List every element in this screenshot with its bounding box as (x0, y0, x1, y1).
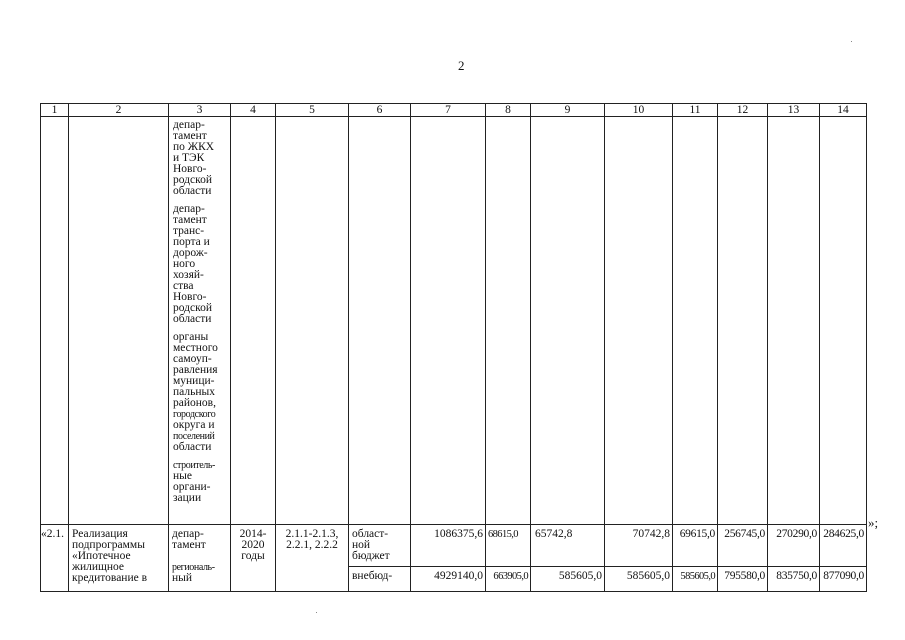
col-header: 5 (276, 104, 349, 117)
org-line: муници- (173, 375, 215, 387)
org-line: тамент (173, 130, 207, 142)
org-line: ного (173, 258, 196, 270)
program-table (40, 103, 867, 592)
closing-quote-mark: »; (868, 515, 879, 530)
org-line: городского (173, 409, 216, 420)
value-cell: 835750,0 (768, 567, 820, 592)
period-cell (231, 525, 276, 592)
org-line: округа и (173, 419, 215, 431)
org-line: ства (173, 280, 194, 292)
col-header: 9 (531, 104, 605, 117)
table-cell (718, 117, 768, 525)
org-line: самоуп- (173, 353, 212, 365)
org-line: равления (173, 364, 218, 376)
org-line: хозяй- (173, 269, 204, 281)
table-cell (531, 117, 605, 525)
org-line: пальных (173, 386, 215, 398)
value-cell: 585605,0 (531, 567, 605, 592)
tasks-line: 2.2.1, 2.2.2 (286, 539, 338, 551)
org-block (172, 117, 227, 201)
org-block (172, 457, 227, 508)
org-line: по ЖКХ (173, 141, 215, 153)
org-line: Новго- (173, 163, 207, 175)
value-cell: 4929140,0 (411, 567, 486, 592)
value-cell: 585605,0 (673, 567, 718, 592)
col-header: 7 (411, 104, 486, 117)
value-cell: 1086375,6 (411, 525, 486, 567)
org-line: родской (173, 302, 213, 314)
continuation-row (41, 117, 867, 525)
table-cell (276, 117, 349, 525)
value-cell: 585605,0 (605, 567, 673, 592)
value-cell: 877090,0 (820, 567, 867, 592)
page-number: 2 (458, 58, 465, 73)
table-row (41, 525, 867, 567)
org-line: депар- (173, 203, 205, 215)
table-cell (768, 117, 820, 525)
table-cell (41, 117, 69, 525)
funding-source-line: област- (352, 528, 389, 540)
table-cell (820, 117, 867, 525)
col-header: 10 (605, 104, 673, 117)
col-header: 14 (820, 104, 867, 117)
scan-speck (316, 612, 317, 613)
period-line: годы (241, 550, 265, 562)
value-cell: 270290,0 (768, 525, 820, 567)
funding-source-line: ной (352, 539, 371, 551)
funding-source-line: бюджет (352, 550, 390, 562)
org-line: области (173, 185, 212, 197)
funding-source-cell: внебюд- (349, 567, 411, 592)
col-header: 6 (349, 104, 411, 117)
value-cell: 795580,0 (718, 567, 768, 592)
org-line: местного (173, 342, 218, 354)
col-header: 8 (486, 104, 531, 117)
table-cell (605, 117, 673, 525)
org-line: области (173, 313, 212, 325)
executor-cell (169, 525, 231, 592)
table-cell (349, 117, 411, 525)
col-header: 12 (718, 104, 768, 117)
item-name-line: Реализация (72, 528, 128, 540)
col-header: 2 (69, 104, 169, 117)
col-header: 3 (169, 104, 231, 117)
period-line: 2014- (239, 528, 267, 540)
table-cell (69, 117, 169, 525)
table-cell (411, 117, 486, 525)
item-name-line: подпрограммы (72, 539, 145, 551)
col-header: 13 (768, 104, 820, 117)
org-line: родской (173, 174, 213, 186)
table-cell (486, 117, 531, 525)
item-name-line: «Ипотечное (72, 550, 131, 562)
org-line: дорож- (173, 247, 208, 259)
org-line: строитель- (173, 460, 215, 471)
value-cell: 256745,0 (718, 525, 768, 567)
item-name-line: жилищное (72, 561, 124, 573)
org-block (172, 329, 227, 457)
responsible-orgs-cell (169, 117, 231, 525)
org-line: ные (173, 470, 192, 482)
org-line: зации (173, 492, 202, 504)
value-cell: 70742,8 (605, 525, 673, 567)
org-line: Новго- (173, 291, 207, 303)
funding-source-cell (349, 525, 411, 567)
item-name-line: кредитование в (72, 572, 148, 584)
value-cell: 284625,0 (820, 525, 867, 567)
table-cell (231, 117, 276, 525)
executor-line: ный (172, 572, 193, 584)
tasks-cell (276, 525, 349, 592)
item-name-cell (69, 525, 169, 592)
org-line: органы (173, 331, 209, 343)
value-cell: 69615,0 (673, 525, 718, 567)
executor-line: тамент (172, 539, 206, 551)
col-header: 4 (231, 104, 276, 117)
org-block (172, 201, 227, 329)
col-header: 1 (41, 104, 69, 117)
org-line: транс- (173, 225, 205, 237)
org-line: депар- (173, 119, 205, 131)
org-line: области (173, 441, 212, 453)
period-line: 2020 (241, 539, 265, 551)
executor-line: депар- (172, 528, 204, 540)
org-line: и ТЭК (173, 152, 205, 164)
org-line: органи- (173, 481, 211, 493)
item-number-cell: «2.1. (41, 525, 69, 592)
org-line: поселений (173, 431, 215, 442)
scan-speck (851, 41, 852, 42)
org-line: районов, (173, 397, 216, 409)
value-cell: 68615,0 (486, 525, 531, 567)
column-number-row (41, 104, 867, 117)
org-line: тамент (173, 214, 207, 226)
col-header: 11 (673, 104, 718, 117)
executor-line: региональ- (172, 562, 215, 573)
tasks-line: 2.1.1-2.1.3, (285, 528, 339, 540)
value-cell: 65742,8 (531, 525, 605, 567)
table-cell (673, 117, 718, 525)
org-line: порта и (173, 236, 210, 248)
value-cell: 663905,0 (486, 567, 531, 592)
